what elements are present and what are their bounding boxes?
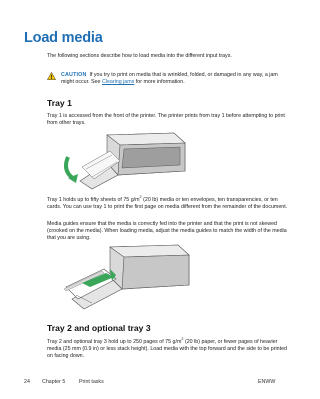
caution-label: CAUTION — [61, 72, 87, 78]
tray2-para-end: (20 lb) paper, or fewer pages of heavier media (25 mm (0.9 in) or less stack height). Load media with the top forward and the side to be printed on facing down. — [47, 339, 287, 359]
tray1-para2-end: (20 lb) media or ten envelopes, ten transparencies, or ten cards. You can use tray 1 to print the first page on media different from the remainder of the document. — [47, 197, 288, 210]
footer-page-number: 24 — [24, 379, 30, 385]
footer-right-label: ENWW — [258, 379, 276, 385]
caution-text — [61, 72, 292, 86]
page-title: Load media — [24, 30, 103, 46]
tray2-heading: Tray 2 and optional tray 3 — [47, 323, 151, 333]
caution-body-end: for more information. — [134, 79, 185, 85]
tray1-para2-start: Tray 1 holds up to fifty sheets of 75 g/m — [47, 197, 140, 203]
intro-paragraph: The following sections describe how to load media into the different input trays. — [47, 53, 232, 59]
footer-chapter: Chapter 5 — [42, 379, 66, 385]
tray1-paragraph-1: Tray 1 is accessed from the front of the printer. The printer prints from tray 1 before attempting to print from other trays. — [47, 113, 285, 126]
tray1-heading: Tray 1 — [47, 98, 72, 108]
footer-chapter-title: Print tasks — [79, 379, 104, 385]
caution-warning-icon — [47, 72, 56, 80]
tray2-paragraph — [47, 339, 290, 360]
tray1-paragraph-3: Media guides ensure that the media is correctly fed into the printer and that the print is not skewed (crooked on the media). When loading media, adjust the media guides to match the width of the media that you are using. — [47, 221, 287, 241]
tray1-printer-illustration — [62, 131, 187, 193]
caution-body: If you try to print on media that is wrinkled, folded, or damaged in any way, a jam might occur. See — [61, 72, 278, 85]
tray2-para-superscript: 2 — [181, 337, 184, 342]
tray2-para-start: Tray 2 and optional tray 3 hold up to 250 pages of 75 g/m — [47, 339, 182, 345]
tray1-para2-superscript: 2 — [139, 195, 142, 200]
tray1-loading-illustration — [62, 243, 192, 315]
clearing-jams-link[interactable]: Clearing jams — [101, 79, 135, 85]
tray1-paragraph-2 — [47, 197, 290, 211]
